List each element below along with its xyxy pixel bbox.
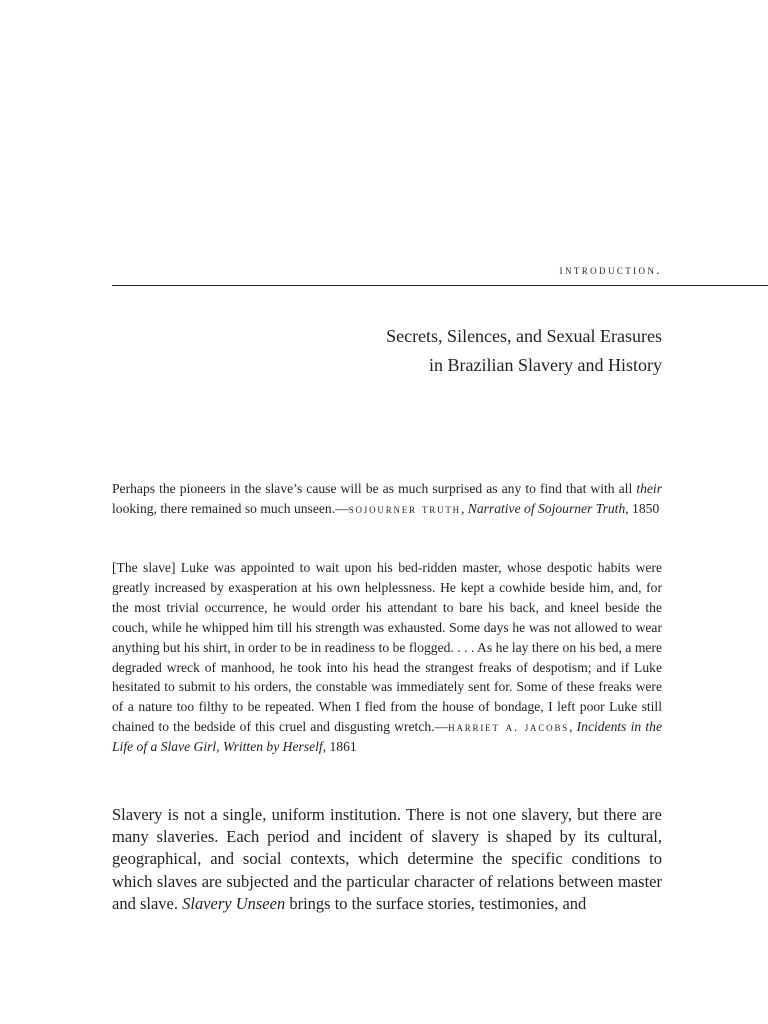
- body-book-title: Slavery Unseen: [182, 893, 286, 913]
- epigraph-1-author: sojourner truth: [348, 500, 461, 516]
- body-paragraph: [112, 804, 662, 915]
- epigraph-2-year: , 1861: [322, 739, 357, 755]
- epigraph-sojourner-truth: [112, 479, 662, 519]
- epigraph-1-year: , 1850: [625, 500, 660, 516]
- epigraph-1-quote-part-1: Perhaps the pioneers in the slave’s cause will be as much surprised as any to find that with all: [112, 481, 637, 496]
- epigraph-2-work: Incidents in the Life of a Slave Girl, Written by Herself: [112, 719, 662, 755]
- epigraph-2-separator: ,: [569, 719, 577, 735]
- epigraph-harriet-jacobs: [112, 558, 662, 757]
- epigraph-2-author: harriet a. jacobs: [448, 719, 570, 735]
- chapter-title: [202, 322, 662, 380]
- epigraph-1-quote-emphasis: their: [636, 481, 662, 496]
- chapter-title-line-1: Secrets, Silences, and Sexual Erasures: [386, 326, 662, 346]
- chapter-title-line-2: in Brazilian Slavery and History: [429, 355, 662, 375]
- epigraph-1-separator: ,: [460, 500, 468, 516]
- body-part-2: brings to the surface stories, testimonies, and: [285, 893, 587, 913]
- epigraph-1-work: Narrative of Sojourner Truth: [467, 500, 626, 516]
- epigraph-2-quote: [The slave] Luke was appointed to wait upon his bed-ridden master, whose despotic habits were greatly increased by exasperation at his own helplessness. He kept a cowhide beside him, and, for the most trivial occurrence, he would order his attendant to bare his back, and kneel beside the couch, while he whipped him till his strength was exhausted. Some days he was not allowed to wear anything but his shirt, in order to be in readiness to be flogged. . . . As he lay there on his bed, a mere degraded wreck of manhood, he took into his head the strangest freaks of despotism; and if Luke hesitated to submit to his orders, the constable was immediately sent for. Some of these freaks were of a nature too filthy to be repeated. When I fled from the house of bondage, I left poor Luke still chained to the bedside of this cruel and disgusting wretch.—: [112, 560, 662, 735]
- running-head: introduction.: [559, 262, 662, 277]
- epigraph-1-quote-part-2: looking, there remained so much unseen.—: [112, 500, 349, 516]
- header-rule: [112, 285, 768, 286]
- body-part-1: Slavery is not a single, uniform institution. There is not one slavery, but there are many slaveries. Each period and incident of slavery is shaped by its cultural, geographical, and social contexts, which determine the specific conditions to which slaves are subjected and the particular character of relations between master and slave.: [112, 805, 662, 913]
